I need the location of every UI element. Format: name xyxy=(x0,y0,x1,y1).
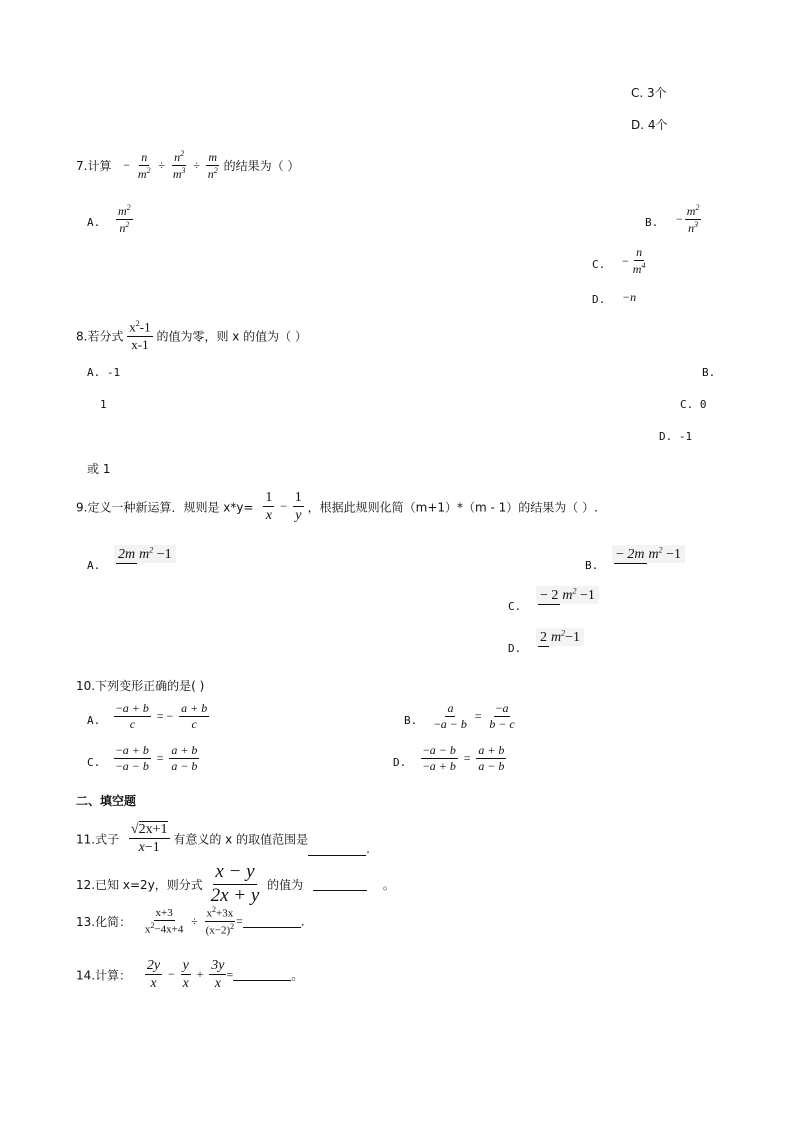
q7-option-a: $\frac{m^2}{n^2}$ xyxy=(118,203,131,236)
question-11: 11.式子 $\frac{√2x+1}{x-1}$ 有意义的 x 的取值范围是. xyxy=(76,822,370,856)
q7-frac-3: $\frac{m}{n^2}$ xyxy=(207,149,218,181)
question-10: 10.下列变形正确的是( ) xyxy=(76,679,205,693)
q9-option-a: 2m $m^2 -1$ xyxy=(114,545,176,563)
q8-number: 8.若分式 xyxy=(76,329,124,344)
q14-blank[interactable] xyxy=(233,968,291,981)
q10-label-d: D. xyxy=(393,756,407,769)
q9-label-b: B. xyxy=(585,559,599,572)
q11-number: 11.式子 xyxy=(76,832,120,847)
q7-number: 7.计算 xyxy=(76,159,112,174)
q8-label-b: B. xyxy=(702,366,716,379)
q8-option-a: A. -1 xyxy=(87,366,121,379)
question-13: 13.化简： $\frac{x+3}{x^2-4x+4}$ ÷ $\frac{x^2+3x}{(x-2)^2}$ = . xyxy=(76,905,305,937)
q12-suffix: 的值为 xyxy=(267,877,304,892)
question-7: 7.计算 − $\frac{n}{m^2}$ ÷ $\frac{n^2}{m^3}$ ÷ $\frac{m}{n^2}$ 的结果为（ ） xyxy=(76,149,300,182)
q7-label-d: D. xyxy=(592,293,606,306)
q8-option-d: D. -1 xyxy=(659,430,693,443)
q10-option-a: $\frac{-a + b}{c}$ = − $\frac{a + b}{c}$ xyxy=(116,701,208,732)
q12-number: 12.已知 x=2y，则分式 xyxy=(76,877,203,892)
q8-fraction: $\frac{x^2-1}{x-1}$ xyxy=(129,319,151,352)
q7-label-c: C. xyxy=(592,258,606,271)
q10-option-c: $\frac{-a + b}{-a - b}$ = $\frac{a + b}{a - b}$ xyxy=(116,743,198,774)
question-9: 9.定义一种新运算．规则是 x*y= $\frac{1}{x}$ − $\frac{1}{y}$ ，根据此规则化简（m+1）*（m - 1）的结果为（ ）. xyxy=(76,490,598,524)
question-14: 14.计算： $\frac{2y}{x}$ − $\frac{y}{x}$ + $\frac{3y}{x}$ = 。 xyxy=(76,958,304,992)
question-12: 12.已知 x=2y，则分式 $\frac{x - y}{2x + y}$ 的值为 。 xyxy=(76,861,395,906)
q7-label-b: B. xyxy=(645,216,659,229)
q9-label-d: D. xyxy=(508,642,522,655)
q9-label-a: A. xyxy=(87,559,101,572)
q7-option-d: −n xyxy=(622,290,637,304)
q14-number: 14.计算： xyxy=(76,968,132,983)
q7-option-c: − $\frac{n}{m^4}$ xyxy=(622,245,646,277)
q8-option-d-cont: 或 1 xyxy=(87,462,111,476)
q7-option-b: − $\frac{m^2}{n^3}$ xyxy=(676,203,700,236)
q10-label-a: A. xyxy=(87,714,101,727)
q11-suffix: 有意义的 x 的取值范围是 xyxy=(173,832,309,847)
question-8 xyxy=(76,320,307,352)
q13-blank[interactable] xyxy=(243,915,301,928)
q9-number: 9.定义一种新运算．规则是 x*y= xyxy=(76,500,254,515)
q6-option-d: D. 4个 xyxy=(631,118,668,132)
q10-label-c: C. xyxy=(87,756,101,769)
q8-suffix: 的值为零，则 x 的值为（ ） xyxy=(156,329,307,344)
q7-frac-1: $\frac{n}{m^2}$ xyxy=(137,149,151,181)
q8-option-b: 1 xyxy=(100,398,107,411)
q10-option-d: $\frac{-a - b}{-a + b}$ = $\frac{a + b}{a - b}$ xyxy=(423,743,505,774)
q9-option-c: − 2 $m^2 -1$ xyxy=(536,586,599,604)
q9-option-d: 2 $m^2-1$ xyxy=(536,628,584,646)
q13-number: 13.化简： xyxy=(76,914,132,929)
q12-blank[interactable] xyxy=(313,878,367,891)
q10-option-b: $\frac{a}{-a - b}$ = $\frac{-a}{b - c}$ xyxy=(434,701,515,732)
q9-option-b: − 2m $m^2 -1$ xyxy=(612,545,685,563)
q9-label-c: C. xyxy=(508,600,522,613)
q9-suffix: ，根据此规则化简（m+1）*（m - 1）的结果为（ ）. xyxy=(307,500,598,515)
q8-option-c: C. 0 xyxy=(680,398,707,411)
q11-blank[interactable] xyxy=(308,843,366,856)
q7-label-a: A. xyxy=(87,216,101,229)
q10-label-b: B. xyxy=(404,714,418,727)
q7-suffix: 的结果为（ ） xyxy=(223,159,300,174)
q7-frac-2: $\frac{n^2}{m^3}$ xyxy=(172,149,186,182)
section-2-heading: 二、填空题 xyxy=(76,794,137,808)
q6-option-c: C. 3个 xyxy=(631,86,667,100)
